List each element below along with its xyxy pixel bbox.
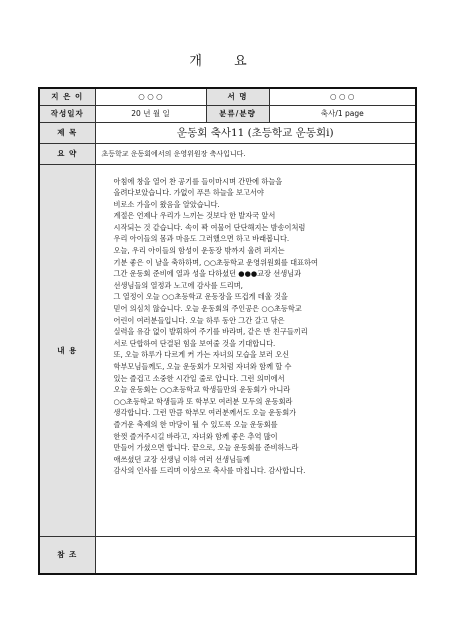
subject-value: 운동회 축사11 (초등학교 운동회ⅰ) — [95, 122, 416, 143]
body-line: ○○초등학교 학생들과 또 학부모 여러분 모두의 운동회라 — [113, 396, 293, 406]
date-value: 20 년 월 일 — [95, 105, 206, 122]
summary-label: 요 약 — [39, 143, 95, 164]
signature-value: ○ ○ ○ — [269, 88, 416, 105]
body-line: 그 열정이 오늘 ○○초등학교 운동장을 뜨겁게 데울 것을 — [113, 292, 288, 302]
reference-label: 참 조 — [39, 536, 95, 574]
body-line: 생각합니다. 그런 만큼 학부모 여러분께서도 오늘 운동회가 — [113, 408, 297, 418]
body-line: 우리 아이들의 몸과 마음도 그러했으면 하고 바래봅니다. — [113, 234, 290, 244]
body-line: 실력을 유감 없이 발휘하여 주기를 바라며, 같은 반 친구들끼리 — [113, 327, 308, 337]
body-line: 있는 즐겁고 소중한 시간일 줄로 압니다. 그런 의미에서 — [113, 373, 285, 383]
category-label: 분류/분량 — [206, 105, 269, 122]
body-line: 오늘, 우리 아이들의 함성이 운동장 밖까지 울려 퍼지는 — [113, 246, 285, 256]
summary-row — [39, 143, 416, 164]
subject-label: 제 목 — [39, 122, 95, 143]
author-value: ○ ○ ○ — [95, 88, 206, 105]
summary-table — [38, 87, 417, 575]
body-line: 학부모님들께도, 오늘 운동회가 모처럼 자녀와 함께 할 수 — [113, 362, 292, 371]
category-value: 축사/1 page — [269, 105, 416, 122]
subject-row — [39, 122, 416, 143]
body-line: 계절은 언제나 우리가 느끼는 것보다 한 발자국 앞서 — [113, 211, 276, 221]
body-line: 오늘 운동회는 ○○초등학교 학생들만의 운동회가 아니라 — [113, 385, 291, 395]
reference-value — [95, 536, 416, 574]
body-line: 아침에 창을 열어 찬 공기를 들이마시며 간만에 하늘을 — [113, 176, 283, 186]
content-body — [95, 164, 416, 536]
reference-row — [39, 536, 416, 574]
body-line: 즐거운 축제의 한 마당이 될 수 있도록 오늘 운동회를 — [113, 419, 278, 429]
date-row — [39, 105, 416, 122]
date-label: 작성일자 — [39, 105, 95, 122]
content-label: 내 용 — [39, 164, 95, 536]
body-line: 그간 운동회 준비에 열과 성을 다하셨던 ●●●교장 선생님과 — [113, 269, 302, 279]
body-line: 선생님들의 열정과 노고에 감사를 드리며, — [113, 280, 243, 290]
signature-label: 서 명 — [206, 88, 269, 105]
body-line: 감사의 인사를 드리며 이상으로 축사를 마칩니다. 감사합니다. — [113, 466, 306, 476]
body-line: 올려다보았습니다. 가없이 푸른 하늘을 보고서야 — [113, 188, 264, 198]
body-line: 애쓰셨던 교장 선생님 이하 여러 선생님들께 — [113, 454, 250, 464]
body-line: 한껏 즐겨주시길 바라고, 자녀와 함께 좋은 추억 많이 — [113, 431, 278, 441]
author-row — [39, 88, 416, 105]
body-line: 비로소 가을이 왔음을 알았습니다. — [113, 199, 220, 209]
summary-value: 초등학교 운동회에서의 운영위원장 축사입니다. — [95, 143, 416, 164]
body-line: 어린이 여러분들입니다. 오늘 하루 동안 그간 갈고 닦은 — [113, 315, 285, 325]
body-line: 시작되는 것 같습니다. 속이 꽉 여물어 단단해지는 밤송이처럼 — [113, 222, 306, 232]
body-line: 믿어 의심치 않습니다. 오늘 운동회의 주인공은 ○○초등학교 — [113, 304, 302, 314]
body-text — [96, 165, 416, 477]
body-line: 서로 단합하여 단결된 힘을 보여줄 것을 기대합니다. — [113, 338, 276, 348]
body-line: 만들어 가셨으면 합니다. 끝으로, 오늘 운동회를 준비하느라 — [113, 443, 299, 453]
body-line: 기분 좋은 이 날을 축하하며, ○○초등학교 운영위원회를 대표하여 — [113, 257, 318, 267]
author-label: 지 은 이 — [39, 88, 95, 105]
body-line: 또, 오늘 하루가 다르게 커 가는 자녀의 모습을 보러 오신 — [113, 350, 290, 360]
content-row — [39, 164, 416, 536]
document-title: 개 요 — [189, 54, 261, 69]
